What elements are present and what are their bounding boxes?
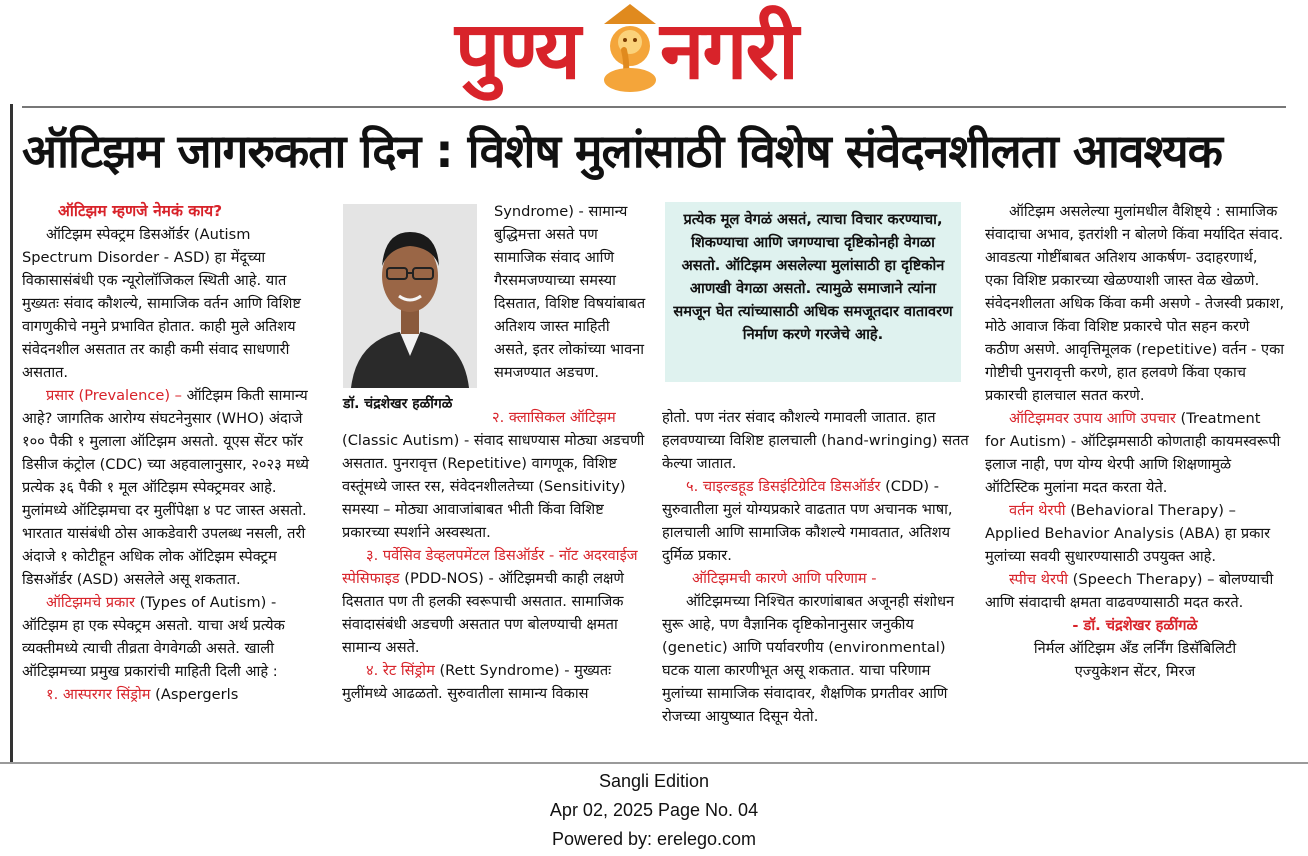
label-pdd-nos: ३. पर्वेसिव डेव्हलपमेंटल डिसऑर्डर - नॉट अदरवाईज स्पेसिफाइड <box>342 547 638 587</box>
paragraph-intro: ऑटिझम स्पेक्ट्रम डिसऑर्डर (Autism Spectrum Disorder - ASD) हा मेंदूच्या विकासासंबंधी एक न्यूरोलॉजिकल स्थिती आहे. यात मुख्यतः संवाद कौशल्ये, सामाजिक वर्तन आणि विशिष्ट वागणुकीचे नमुने प्रभावित होतात. काही मुले अतिशय संवेदनशील असतात तर काही कमी संवाद साधणारी असतात. <box>22 226 301 381</box>
author-affiliation-line-1: निर्मल ऑटिझम अँड लर्निंग डिसॅबिलिटी <box>1033 640 1237 657</box>
label-prevalence: प्रसार (Prevalence) – <box>46 387 182 404</box>
text-speech-therapy: (Speech Therapy) – बोलण्याची आणि संवादाची क्षमता वाढवण्यासाठी मदत करते. <box>985 571 1274 611</box>
photo-caption: डॉ. चंद्रशेखर हळींगळे <box>343 396 453 412</box>
paragraph-causes: ऑटिझमच्या निश्चित कारणांबाबत अजूनही संशोधन सुरू आहे, पण वैज्ञानिक दृष्टिकोनानुसार जनुकीय (genetic) आणि पर्यावरणीय (environmental) घटक याला कारणीभूत असू शकतात. याचा परिणाम मुलांच्या सामाजिक संवादावर, शैक्षणिक प्रगतीवर आणि रोजच्या आयुष्यात दिसून येतो. <box>662 593 955 725</box>
ganesha-emblem-icon <box>598 2 662 94</box>
article-column-4 <box>985 200 1285 683</box>
top-divider <box>22 106 1286 108</box>
footer-date-page: Apr 02, 2025 Page No. 04 <box>549 800 759 820</box>
article-column-2-lower <box>342 406 648 705</box>
label-cdd: ५. चाइल्डहूड डिसइंटिग्रेटिव डिसऑर्डर <box>686 478 881 495</box>
paragraph-cdd <box>662 475 972 567</box>
paragraph-prevalence <box>22 384 322 591</box>
paragraph-characteristics: ऑटिझम असलेल्या मुलांमधील वैशिष्ट्ये : सामाजिक संवादाचा अभाव, इतरांशी न बोलणे किंवा मर्यादित संवाद. आवडत्या गोष्टींबाबत अतिशय आकर्षण- उदाहरणार्थ, एका विशिष्ट प्रकारच्या खेळण्याशी जास्त वेळ खेळणे. संवेदनशीलता अधिक किंवा कमी असणे - तेजस्वी प्रकाश, मोठे आवाज किंवा विशिष्ट प्रकारचे पोत सहन करणे कठीण असणे. आवृत्तिमूलक (repetitive) वर्तन - एका गोष्टीची पुनरावृत्ती करणे, हात हलवणे किंवा एकाच प्रकारची हालचाल सतत करणे. <box>985 203 1285 404</box>
article-column-3-lower <box>662 406 972 728</box>
bottom-divider <box>0 762 1308 764</box>
footer-edition: Sangli Edition <box>598 771 710 791</box>
pull-quote: प्रत्येक मूल वेगळं असतं, त्याचा विचार करण्याचा, शिकण्याचा आणि जगण्याचा दृष्टिकोनही वेगळा असतो. ऑटिझम असलेल्या मुलांसाठी हा दृष्टिकोन आणखी वेगळा असतो. त्यामुळे समाजाने त्यांना समजून घेत त्यांच्यासाठी अधिक समजूतदार वातावरण निर्माण करणे गरजेचे आहे. <box>665 202 961 382</box>
footer-powered-by: Powered by: erelego.com <box>551 829 757 849</box>
text-asperger: (Aspergerls <box>155 686 239 703</box>
label-behavioral-therapy: वर्तन थेरपी <box>1009 502 1066 519</box>
paragraph-asperger-cont: Syndrome) - सामान्य बुद्धिमत्ता असते पण सामाजिक संवाद आणि गैरसमजण्याच्या समस्या दिसतात, विशिष्ट विषयांबाबत अतिशय जास्त माहिती असते, इतर लोकांच्या भावना समजण्यात अडचण. <box>494 203 646 381</box>
masthead-title-left: पुण्य <box>455 4 579 97</box>
paragraph-treatment <box>985 407 1285 499</box>
text-behavioral-therapy: (Behavioral Therapy) – Applied Behavior Analysis (ABA) हा प्रकार मुलांच्या सवयी सुधारण्यासाठी उपयुक्त आहे. <box>985 502 1271 565</box>
paragraph-pdd-nos <box>342 544 648 659</box>
article-column-2-upper <box>494 200 648 384</box>
label-classic-autism: २. क्लासिकल ऑटिझम <box>492 409 616 426</box>
text-pdd-nos: (PDD-NOS) - ऑटिझमची काही लक्षणे दिसतात पण ती हलकी स्वरूपाची असतात. सामाजिक संवादासंबंधी अडचणी असतात पण बोलण्याची क्षमता सामान्य असते. <box>342 570 624 656</box>
paragraph-rett-cont: होतो. पण नंतर संवाद कौशल्ये गमावली जातात. हात हलवण्याच्या विशिष्ट हालचाली (hand-wringing) सतत केल्या जातात. <box>662 409 969 472</box>
masthead <box>0 0 1308 104</box>
text-classic-autism: (Classic Autism) - संवाद साधण्यास मोठ्या अडचणी असतात. पुनरावृत्त (Repetitive) वागणूक, विशिष्ट वस्तूंमध्ये जास्त रस, संवेदनशीलतेच्या (Sensitivity) समस्या – मोठ्या आवाजांबाबत भीती किंवा विशिष्ट प्रकारच्या स्पर्शाने अस्वस्थता. <box>342 432 645 541</box>
label-asperger: १. आस्परगर सिंड्रोम <box>46 686 151 703</box>
article-headline: ऑटिझम जागरुकता दिन : विशेष मुलांसाठी विशेष संवेदनशीलता आवश्यक <box>22 124 1223 178</box>
left-rule <box>10 104 13 764</box>
section-heading-what-is-autism: ऑटिझम म्हणजे नेमकं काय? <box>58 202 223 220</box>
text-prevalence: ऑटिझम किती सामान्य आहे? जागतिक आरोग्य संघटनेनुसार (WHO) अंदाजे १०० पैकी १ मुलाला ऑटिझम असतो. यूएस सेंटर फॉर डिसीज कंट्रोल (CDC) च्या अहवालानुसार, २०२३ मध्ये प्रत्येक ३६ पैकी १ मूल ऑटिझम स्पेक्ट्रमवर आहे. मुलांमध्ये ऑटिझमचा दर मुलींपेक्षा ४ पट जास्त असतो. भारतात यासंबंधी ठोस आकडेवारी उपलब्ध नसली, तरी अंदाजे १ कोटीहून अधिक लोक ऑटिझम स्पेक्ट्रम डिसऑर्डर (ASD) असलेले असू शकतात. <box>22 387 310 588</box>
author-affiliation-line-2: एज्युकेशन सेंटर, मिरज <box>1074 663 1196 680</box>
paragraph-behavioral-therapy <box>985 499 1285 568</box>
paragraph-classic-autism <box>342 406 648 544</box>
text-cdd: (CDD) - सुरुवातीला मुलं योग्यप्रकारे वाढतात पण अचानक भाषा, हालचाली आणि सामाजिक कौशल्ये गमावतात, अतिशय दुर्मिळ प्रकार. <box>662 478 953 564</box>
author-signature: - डॉ. चंद्रशेखर हळींगळे <box>1072 617 1198 634</box>
paragraph-speech-therapy <box>985 568 1285 614</box>
text-types: (Types of Autism) - ऑटिझम हा एक स्पेक्ट्रम असतो. याचा अर्थ प्रत्येक व्यक्तीमध्ये त्याची तीव्रता वेगवेगळी असते. खाली ऑटिझमच्या प्रमुख प्रकारांची माहिती दिली आहे : <box>22 594 285 680</box>
label-rett: ४. रेट सिंड्रोम <box>366 662 435 679</box>
paragraph-asperger <box>22 683 322 706</box>
label-speech-therapy: स्पीच थेरपी <box>1009 571 1069 588</box>
text-treatment: (Treatment for Autism) - ऑटिझमसाठी कोणताही कायमस्वरूपी इलाज नाही, पण योग्य थेरपी आणि शिक्षणामुळे ऑटिस्टिक मुलांना मदत करता येते. <box>985 410 1281 496</box>
label-types: ऑटिझमचे प्रकार <box>46 594 135 611</box>
paragraph-rett <box>342 659 648 705</box>
section-heading-causes: ऑटिझमची कारणे आणि परिणाम - <box>692 570 877 587</box>
label-treatment: ऑटिझमवर उपाय आणि उपचार <box>1009 410 1176 427</box>
text-rett: (Rett Syndrome) - मुख्यतः मुलींमध्ये आढळतो. सुरुवातीला सामान्य विकास <box>342 662 612 702</box>
author-photo <box>343 204 477 388</box>
masthead-title-right: नगरी <box>660 4 797 97</box>
paragraph-types <box>22 591 322 683</box>
article-column-1 <box>22 200 322 706</box>
